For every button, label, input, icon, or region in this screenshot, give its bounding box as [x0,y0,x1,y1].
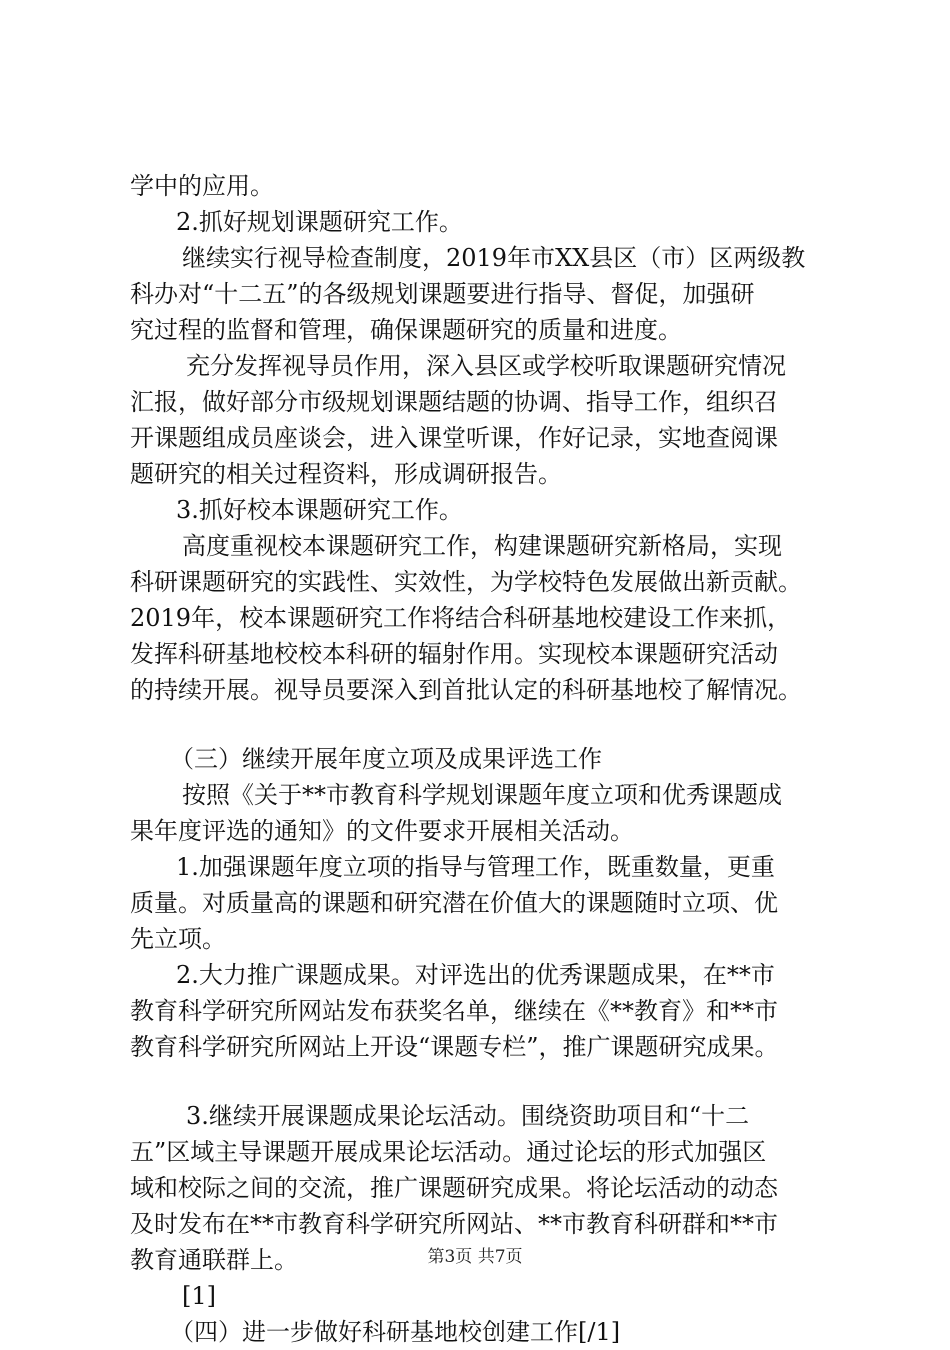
text-line: 学中的应用。 [130,172,274,200]
text-line: 果年度评选的通知》的文件要求开展相关活动。 [130,817,634,845]
text-line: 究过程的监督和管理，确保课题研究的质量和进度。 [130,316,682,344]
text-line: 按照《关于**市教育科学规划课题年度立项和优秀课题成 [182,781,782,809]
text-line: 发挥科研基地校校本科研的辐射作用。实现校本课题研究活动 [130,640,778,668]
text-line: 科办对“十二五”的各级规划课题要进行指导、督促，加强研 [130,280,755,308]
text-line: 教育科学研究所网站发布获奖名单，继续在《**教育》和**市 [130,997,778,1025]
text-line: 域和校际之间的交流，推广课题研究成果。将论坛活动的动态 [130,1174,778,1202]
text-line: 的持续开展。视导员要深入到首批认定的科研基地校了解情况。 [130,676,802,704]
page-footer: 第3页 共7页 [427,1247,523,1267]
section-heading: （四）进一步做好科研基地校创建工作[/1] [170,1318,621,1346]
text-line: 质量。对质量高的课题和研究潜在价值大的课题随时立项、优 [130,889,778,917]
section-heading: （三）继续开展年度立项及成果评选工作 [170,745,602,773]
paragraph-gap [130,708,850,741]
text-line: 汇报，做好部分市级规划课题结题的协调、指导工作，组织召 [130,388,778,416]
text-line: 教育科学研究所网站上开设“课题专栏”，推广课题研究成果。 [130,1033,779,1061]
text-line: 2.大力推广课题成果。对评选出的优秀课题成果，在**市 [176,961,775,989]
document-body [130,168,850,1350]
text-line: 高度重视校本课题研究工作，构建课题研究新格局，实现 [182,532,782,560]
text-line: 科研课题研究的实践性、实效性，为学校特色发展做出新贡献。 [130,568,802,596]
text-line: 及时发布在**市教育科学研究所网站、**市教育科研群和**市 [130,1210,778,1238]
text-line: 开课题组成员座谈会，进入课堂听课，作好记录，实地查阅课 [130,424,778,452]
section-heading: 3.抓好校本课题研究工作。 [176,496,463,524]
footnote-marker: [1] [182,1282,216,1310]
text-line: 2019年，校本课题研究工作将结合科研基地校建设工作来抓， [130,604,792,632]
text-line: 题研究的相关过程资料，形成调研报告。 [130,460,562,488]
text-line: 继续实行视导检查制度，2019年市XX县区（市）区两级教 [182,244,806,272]
paragraph-gap [130,1065,850,1098]
text-line: 3.继续开展课题成果论坛活动。围绕资助项目和“十二 [186,1102,750,1130]
text-line: 教育通联群上。 [130,1246,298,1274]
section-heading: 2.抓好规划课题研究工作。 [176,208,463,236]
text-line: 充分发挥视导员作用，深入县区或学校听取课题研究情况 [186,352,786,380]
text-line: 1.加强课题年度立项的指导与管理工作，既重数量，更重 [176,853,775,881]
text-line: 先立项。 [130,925,226,953]
text-line: 五”区域主导课题开展成果论坛活动。通过论坛的形式加强区 [130,1138,767,1166]
